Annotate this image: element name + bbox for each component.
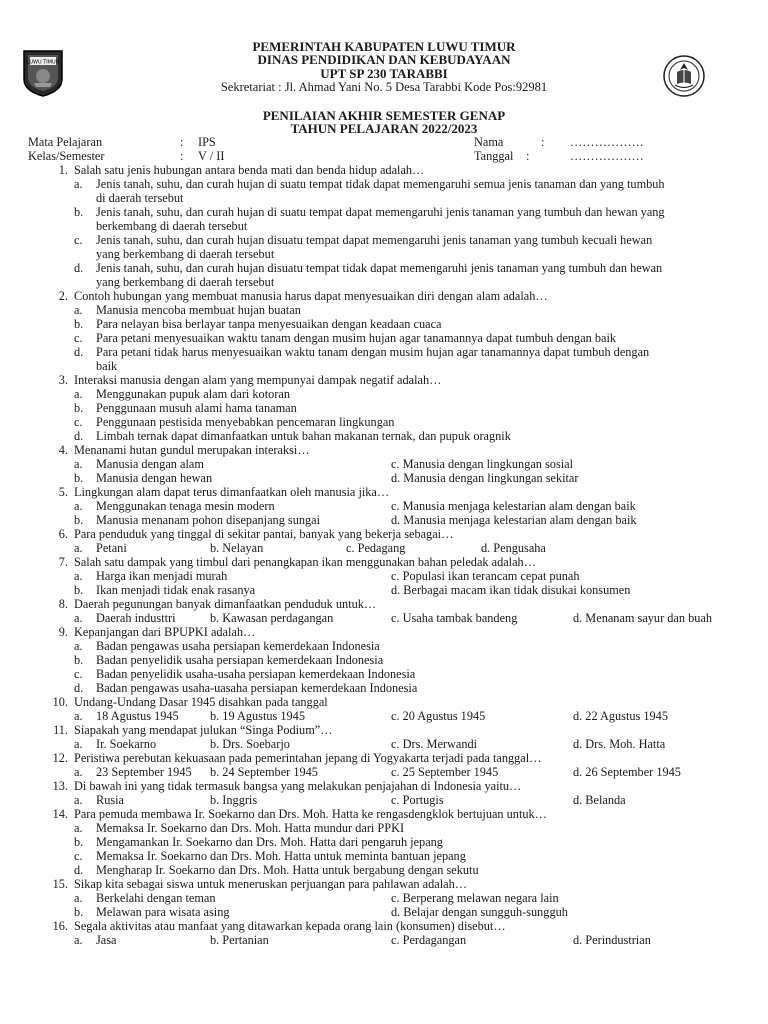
option-text: d. Manusia dengan lingkungan sekitar (391, 471, 579, 485)
question-number: 2. (58, 289, 68, 303)
option-letter: a. (74, 639, 83, 653)
option-letter: d. (74, 345, 84, 359)
option-letter: a. (74, 541, 83, 555)
option-text: Para petani tidak harus menyesuaikan waktu tanam dengan musim hujan agar tanamannya dapat tumbuh dengan (96, 345, 650, 359)
option-text: Manusia mencoba membuat hujan buatan (96, 303, 301, 317)
letterhead-government: PEMERINTAH KABUPATEN LUWU TIMUR (252, 39, 516, 54)
option-text: b. Nelayan (210, 541, 264, 555)
question-number: 13. (52, 779, 68, 793)
option-text: Limbah ternak dapat dimanfaatkan untuk bahan makanan ternak, dan pupuk oragnik (96, 429, 511, 443)
option-letter: b. (74, 583, 84, 597)
question-text: Interaksi manusia dengan alam yang mempunyai dampak negatif adalah… (74, 373, 442, 387)
option-text: Ir. Soekarno (96, 737, 157, 751)
option-text: Memaksa Ir. Soekarno dan Drs. Moh. Hatta mundur dari PPKI (96, 821, 405, 835)
option-text: Badan pengawas usaha persiapan kemerdekaan Indonesia (96, 639, 380, 653)
option-text: Jenis tanah, suhu, dan curah hujan di suatu tempat dapat memengaruhi jenis tanaman yang tumbuh dan hewan yang (96, 205, 665, 219)
option-text: Mengamankan Ir. Soekarno dan Drs. Moh. Hatta dari pengaruh jepang (96, 835, 443, 849)
option-text: yang berkembang di daerah tersebut (96, 247, 275, 261)
name-colon: : (541, 135, 545, 149)
option-letter: d. (74, 681, 84, 695)
option-text: Badan pengawas usaha-uasaha persiapan kemerdekaan Indonesia (96, 681, 418, 695)
subject-value: IPS (198, 135, 216, 149)
option-text: Penggunaan pestisida menyebabkan pencemaran lingkungan (96, 415, 395, 429)
subject-colon: : (180, 135, 184, 149)
option-text: b. 24 September 1945 (210, 765, 318, 779)
option-letter: b. (74, 401, 84, 415)
question-text: Lingkungan alam dapat terus dimanfaatkan oleh manusia jika… (74, 485, 390, 499)
question-number: 15. (52, 877, 68, 891)
option-text: d. Belajar dengan sungguh-sungguh (391, 905, 568, 919)
option-letter: a. (74, 387, 83, 401)
option-letter: c. (74, 233, 83, 247)
option-letter: a. (74, 765, 83, 779)
subject-label: Mata Pelajaran (28, 135, 103, 149)
option-letter: a. (74, 793, 83, 807)
question-text: Salah satu jenis hubungan antara benda mati dan benda hidup adalah… (74, 163, 425, 177)
question-text: Kepanjangan dari BPUPKI adalah… (74, 625, 256, 639)
option-text: Melawan para wisata asing (96, 905, 230, 919)
option-text: d. Belanda (573, 793, 626, 807)
option-text: Jenis tanah, suhu, dan curah hujan di suatu tempat tidak dapat memengaruhi semua jenis tanaman dan yang tumbuh (96, 177, 665, 191)
option-letter: d. (74, 863, 84, 877)
option-letter: a. (74, 499, 83, 513)
question-number: 1. (58, 163, 68, 177)
question-number: 3. (58, 373, 68, 387)
question-text: Salah satu dampak yang timbul dari penangkapan ikan menggunakan bahan peledak adalah… (74, 555, 537, 569)
option-letter: a. (74, 569, 83, 583)
option-letter: d. (74, 429, 84, 443)
option-text: berkembang di daerah tersebut (96, 219, 248, 233)
option-letter: a. (74, 457, 83, 471)
option-text: Mengharap Ir. Soekarno dan Drs. Moh. Hatta untuk bergabung dengan sekutu (96, 863, 479, 877)
question-text: Segala aktivitas atau manfaat yang ditawarkan kepada orang lain (konsumen) disebut… (74, 919, 506, 933)
option-letter: c. (74, 331, 83, 345)
option-text: baik (96, 359, 118, 373)
question-number: 16. (52, 919, 68, 933)
question-text: Sikap kita sebagai siswa untuk meneruskan perjuangan para pahlawan adalah… (74, 877, 468, 891)
option-text: d. Manusia menjaga kelestarian alam dengan baik (391, 513, 637, 527)
option-text: Penggunaan musuh alami hama tanaman (96, 401, 297, 415)
option-text: b. Kawasan perdagangan (210, 611, 334, 625)
question-number: 5. (58, 485, 68, 499)
option-text: 18 Agustus 1945 (96, 709, 179, 723)
question-number: 9. (58, 625, 68, 639)
option-text: b. 19 Agustus 1945 (210, 709, 305, 723)
option-letter: b. (74, 905, 84, 919)
class-colon: : (180, 149, 184, 163)
date-blank: ……………… (570, 149, 644, 163)
option-text: c. 25 September 1945 (391, 765, 499, 779)
option-text: d. Drs. Moh. Hatta (573, 737, 666, 751)
question-text: Peristiwa perebutan kekuasaan pada pemerintahan jepang di Yogyakarta terjadi pada tanggal… (74, 751, 542, 765)
question-text: Para penduduk yang tinggal di sekitar pantai, banyak yang bekerja sebagai… (74, 527, 454, 541)
option-text: Manusia dengan hewan (96, 471, 213, 485)
option-text: Jasa (96, 933, 117, 947)
option-text: c. Usaha tambak bandeng (391, 611, 518, 625)
option-letter: a. (74, 891, 83, 905)
option-letter: d. (74, 261, 84, 275)
logo-lettering: LUWU TIMUR (26, 59, 60, 66)
option-text: Menggunakan tenaga mesin modern (96, 499, 275, 513)
letterhead-school: UPT SP 230 TARABBI (320, 66, 448, 81)
option-letter: b. (74, 471, 84, 485)
question-number: 8. (58, 597, 68, 611)
option-text: d. Menanam sayur dan buah (573, 611, 712, 625)
question-text: Para pemuda membawa Ir. Soekarno dan Drs. Moh. Hatta ke rengasdengklok bertujuan untuk… (74, 807, 547, 821)
question-number: 14. (52, 807, 68, 821)
option-letter: a. (74, 709, 83, 723)
option-text: Para nelayan bisa berlayar tanpa menyesuaikan dengan keadaan cuaca (96, 317, 442, 331)
option-text: 23 September 1945 (96, 765, 192, 779)
option-letter: c. (74, 849, 83, 863)
option-letter: a. (74, 821, 83, 835)
question-number: 7. (58, 555, 68, 569)
letterhead-address: Sekretariat : Jl. Ahmad Yani No. 5 Desa Tarabbi Kode Pos:92981 (220, 80, 548, 94)
question-text: Siapakah yang mendapat julukan “Singa Podium”… (74, 723, 333, 737)
option-text: c. Perdagangan (391, 933, 467, 947)
exam-year: TAHUN PELAJARAN 2022/2023 (290, 121, 478, 136)
option-text: Berkelahi dengan teman (96, 891, 216, 905)
option-letter: a. (74, 737, 83, 751)
option-text: yang berkembang di daerah tersebut (96, 275, 275, 289)
option-text: Daerah industtri (96, 611, 176, 625)
question-text: Contoh hubungan yang membuat manusia harus dapat menyesuaikan diri dengan alam adalah… (74, 289, 548, 303)
option-text: d. Pengusaha (481, 541, 546, 555)
option-text: b. Drs. Soebarjo (210, 737, 290, 751)
option-letter: b. (74, 317, 84, 331)
question-text: Daerah pegunungan banyak dimanfaatkan penduduk untuk… (74, 597, 377, 611)
name-label: Nama (474, 135, 504, 149)
option-text: d. 26 September 1945 (573, 765, 681, 779)
option-text: Jenis tanah, suhu, dan curah hujan disuatu tempat tidak dapat memengaruhi jenis tanaman yang tumbuh dan hewan (96, 261, 663, 275)
exam-title: PENILAIAN AKHIR SEMESTER GENAP (262, 108, 506, 123)
option-letter: a. (74, 933, 83, 947)
option-text: Badan penyelidik usaha-usaha persiapan kemerdekaan Indonesia (96, 667, 416, 681)
question-text: Menanami hutan gundul merupakan interaksi… (74, 443, 310, 457)
option-text: Memaksa Ir. Soekarno dan Drs. Moh. Hatta untuk meminta bantuan jepang (96, 849, 466, 863)
option-text: c. Pedagang (346, 541, 406, 555)
option-letter: b. (74, 653, 84, 667)
option-text: c. Drs. Merwandi (391, 737, 478, 751)
question-number: 4. (58, 443, 68, 457)
option-text: b. Pertanian (210, 933, 269, 947)
option-text: Menggunakan pupuk alam dari kotoran (96, 387, 290, 401)
class-label: Kelas/Semester (28, 149, 105, 163)
option-text: Harga ikan menjadi murah (96, 569, 228, 583)
option-text: Jenis tanah, suhu, dan curah hujan disuatu tempat dapat memengaruhi jenis tanaman yang tumbuh kecuali hewan (96, 233, 653, 247)
option-text: d. 22 Agustus 1945 (573, 709, 668, 723)
option-letter: c. (74, 667, 83, 681)
letterhead-department: DINAS PENDIDIKAN DAN KEBUDAYAAN (257, 52, 511, 67)
option-letter: a. (74, 303, 83, 317)
option-text: Ikan menjadi tidak enak rasanya (96, 583, 256, 597)
question-number: 10. (52, 695, 68, 709)
question-number: 6. (58, 527, 68, 541)
question-text: Undang-Undang Dasar 1945 disahkan pada tanggal (74, 695, 328, 709)
option-letter: c. (74, 415, 83, 429)
option-letter: a. (74, 177, 83, 191)
question-text: Di bawah ini yang tidak termasuk bangsa yang melakukan penjajahan di Indonesia yaitu… (74, 779, 522, 793)
class-value: V / II (198, 149, 225, 163)
option-letter: a. (74, 611, 83, 625)
option-text: Rusia (96, 793, 125, 807)
option-text: c. Portugis (391, 793, 444, 807)
option-text: Petani (96, 541, 127, 555)
question-number: 11. (53, 723, 68, 737)
option-text: b. Inggris (210, 793, 258, 807)
option-text: c. Manusia menjaga kelestarian alam dengan baik (391, 499, 636, 513)
option-text: c. Manusia dengan lingkungan sosial (391, 457, 574, 471)
date-colon: : (526, 149, 530, 163)
option-text: c. Berperang melawan negara lain (391, 891, 559, 905)
option-text: Badan penyelidik usaha persiapan kemerdekaan Indonesia (96, 653, 384, 667)
option-letter: b. (74, 205, 84, 219)
option-text: c. 20 Agustus 1945 (391, 709, 486, 723)
option-text: Para petani menyesuaikan waktu tanam dengan musim hujan agar tanamannya dapat tumbuh dengan baik (96, 331, 617, 345)
option-text: Manusia menanam pohon disepanjang sungai (96, 513, 321, 527)
option-text: Manusia dengan alam (96, 457, 204, 471)
option-text: c. Populasi ikan terancam cepat punah (391, 569, 580, 583)
option-letter: b. (74, 513, 84, 527)
option-letter: b. (74, 835, 84, 849)
option-text: d. Berbagai macam ikan tidak disukai konsumen (391, 583, 631, 597)
date-label: Tanggal (474, 149, 514, 163)
name-blank: ……………… (570, 135, 644, 149)
option-text: di daerah tersebut (96, 191, 184, 205)
option-text: d. Perindustrian (573, 933, 651, 947)
question-number: 12. (52, 751, 68, 765)
